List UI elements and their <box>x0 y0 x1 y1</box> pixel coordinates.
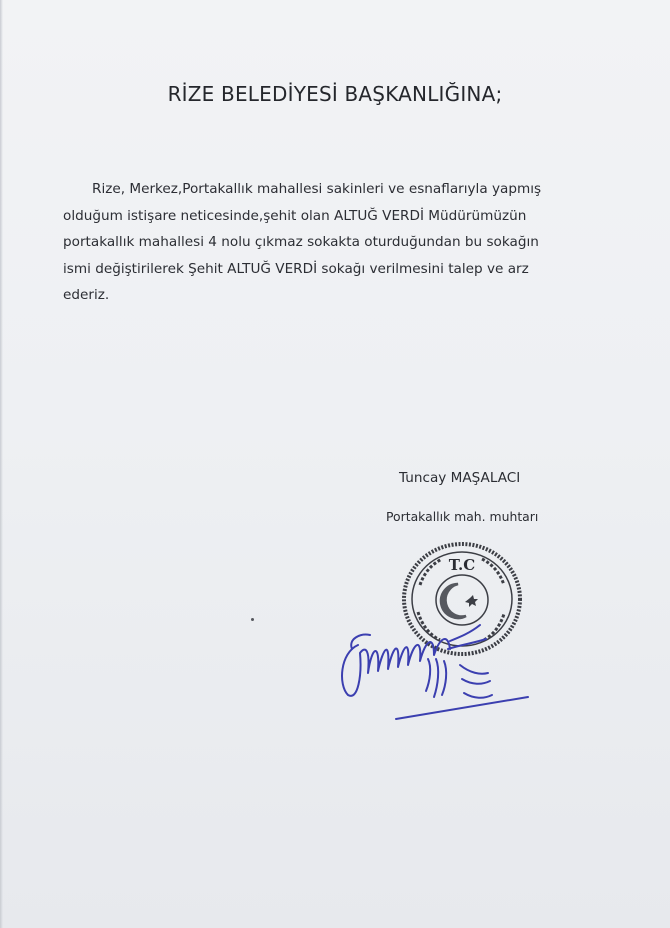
body-line: olduğum istişare neticesinde,şehit olan ALTUĞ VERDİ Müdürümüzün <box>63 207 527 224</box>
speck <box>251 618 254 621</box>
letter-title: RİZE BELEDİYESİ BAŞKANLIĞINA; <box>167 82 503 106</box>
signer-name: Tuncay MAŞALACI <box>399 470 521 486</box>
body-line: portakallık mahallesi 4 nolu çıkmaz sokakta oturduğundan bu sokağın <box>63 234 539 250</box>
body-line: ismi değiştirilerek Şehit ALTUĞ VERDİ sokağı verilmesini talep ve arz <box>63 260 529 277</box>
signature-icon <box>330 615 530 725</box>
page-edge-shadow <box>0 0 3 928</box>
letter-body <box>63 176 623 309</box>
body-line: Rize, Merkez,Portakallık mahallesi sakinleri ve esnaflarıyla yapmış <box>92 181 542 197</box>
signer-title: Portakallık mah. muhtarı <box>386 509 539 524</box>
body-line: ederiz. <box>63 287 110 303</box>
stamp-text: T.C <box>448 556 476 574</box>
